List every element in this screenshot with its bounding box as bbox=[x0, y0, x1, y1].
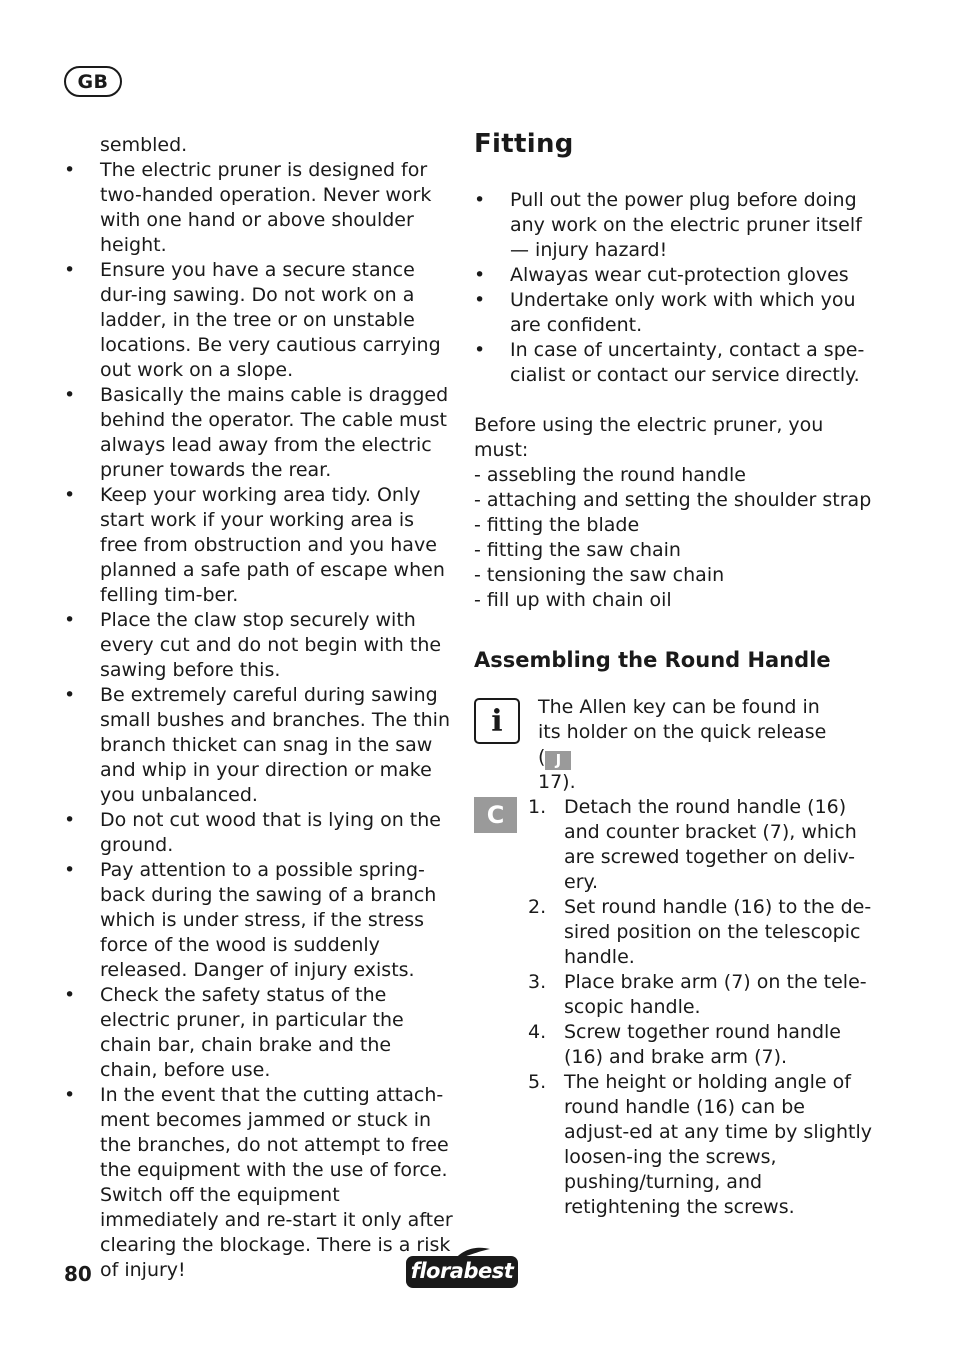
assembly-steps bbox=[474, 795, 874, 1220]
step-text: The height or holding angle of round handle (16) can be adjust-ed at any time by slightly loosen-ing the screws, pushing/turning, and retightening the screws. bbox=[564, 1071, 872, 1218]
list-item: • In case of uncertainty, contact a spe-cialist or contact our service directly. bbox=[474, 338, 874, 388]
step-text: Screw together round handle (16) and brake arm (7). bbox=[564, 1021, 841, 1068]
list-item: • Basically the mains cable is dragged behind the operator. The cable must always lead away from the electric pruner towards the rear. bbox=[64, 383, 454, 483]
info-text bbox=[538, 695, 838, 795]
left-column bbox=[64, 133, 454, 1283]
step-text: Detach the round handle (16) and counter bracket (7), which are screwed together on deliv-ery. bbox=[564, 796, 857, 893]
intro-text-line: Before using the electric pruner, you bbox=[474, 414, 824, 436]
list-item: • Keep your working area tidy. Only start work if your working area is free from obstruction and you have planned a safe path of escape when felling tim-ber. bbox=[64, 483, 454, 608]
list-item bbox=[528, 970, 874, 1020]
continuation-text: sembled. bbox=[100, 134, 188, 156]
intro-text-line: must: bbox=[474, 439, 529, 461]
subsection-heading: Assembling the Round Handle bbox=[474, 648, 831, 672]
list-item: • Check the safety status of the electric pruner, in particular the chain bar, chain brake and the chain, before use. bbox=[64, 983, 454, 1083]
list-item bbox=[528, 895, 874, 970]
florabest-logo bbox=[406, 1246, 518, 1288]
fitting-bullet-list bbox=[474, 188, 874, 388]
list-item: • The electric pruner is designed for two-handed operation. Never work with one hand or above shoulder height. bbox=[64, 158, 454, 258]
list-item: - fitting the saw chain bbox=[474, 539, 681, 561]
figure-ref-badge: J bbox=[545, 751, 571, 770]
list-item bbox=[528, 1020, 874, 1070]
info-icon: i bbox=[474, 698, 520, 744]
list-item: - attaching and setting the shoulder strap bbox=[474, 489, 872, 511]
step-number: 1. bbox=[528, 796, 547, 818]
list-item: • Undertake only work with which you are confident. bbox=[474, 288, 874, 338]
list-item: • Pull out the power plug before doing any work on the electric pruner itself — injury hazard! bbox=[474, 188, 874, 263]
right-column bbox=[474, 128, 874, 1220]
step-text: Set round handle (16) to the de-sired position on the telescopic handle. bbox=[564, 896, 872, 968]
step-number: 4. bbox=[528, 1021, 547, 1043]
task-list bbox=[474, 463, 874, 613]
section-heading-fitting: Fitting bbox=[474, 129, 574, 159]
step-number: 3. bbox=[528, 971, 547, 993]
list-item: • Place the claw stop securely with every cut and do not begin with the sawing before this. bbox=[64, 608, 454, 683]
list-item: - fitting the blade bbox=[474, 514, 640, 536]
logo-text: florabest bbox=[410, 1259, 514, 1283]
list-item bbox=[528, 1070, 874, 1220]
list-item: - tensioning the saw chain bbox=[474, 564, 725, 586]
list-item: • In the event that the cutting attach-ment becomes jammed or stuck in the branches, do not attempt to free the equipment with the use of force. Switch off the equipment immediately and re-start it only after clearing the blockage. There is a risk of injury! bbox=[64, 1083, 454, 1283]
info-text-before: The Allen key can be found in its holder on the quick release ( bbox=[538, 696, 827, 768]
steps-list bbox=[474, 795, 874, 1220]
step-number: 5. bbox=[528, 1071, 547, 1093]
info-text-after: 17). bbox=[538, 771, 576, 793]
figure-ref-badge: C bbox=[474, 797, 517, 833]
language-badge: GB bbox=[64, 66, 122, 97]
list-item: - fill up with chain oil bbox=[474, 589, 672, 611]
list-item: • Alwayas wear cut-protection gloves bbox=[474, 263, 874, 288]
page-number: 80 bbox=[64, 1262, 92, 1286]
safety-bullet-list bbox=[64, 158, 454, 1283]
list-item: • Ensure you have a secure stance dur-ing sawing. Do not work on a ladder, in the tree or on unstable locations. Be very cautious carrying out work on a slope. bbox=[64, 258, 454, 383]
step-number: 2. bbox=[528, 896, 547, 918]
list-item: • Be extremely careful during sawing small bushes and branches. The thin branch thicket can snag in the saw and whip in your direction or make you unbalanced. bbox=[64, 683, 454, 808]
list-item bbox=[528, 795, 874, 895]
list-item: • Pay attention to a possible spring-back during the sawing of a branch which is under stress, if the stress force of the wood is suddenly released. Danger of injury exists. bbox=[64, 858, 454, 983]
list-item: • Do not cut wood that is lying on the ground. bbox=[64, 808, 454, 858]
list-item: - assebling the round handle bbox=[474, 464, 746, 486]
info-note bbox=[474, 695, 874, 793]
step-text: Place brake arm (7) on the tele-scopic handle. bbox=[564, 971, 867, 1018]
